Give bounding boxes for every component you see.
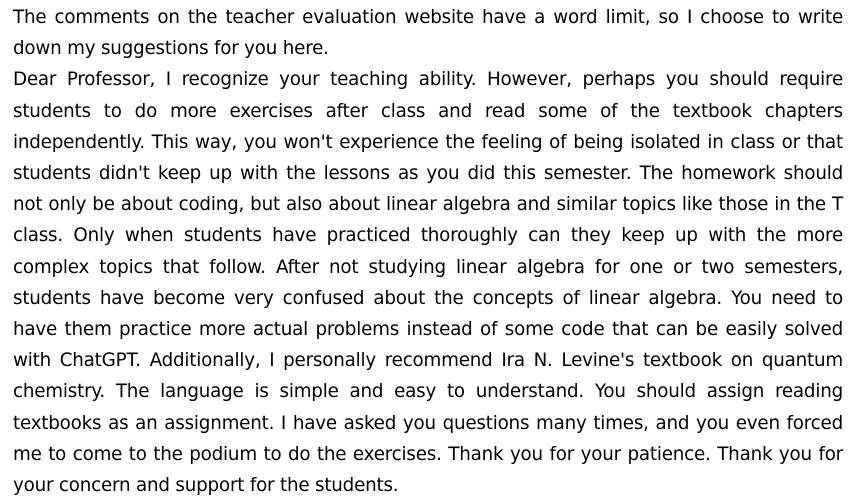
letter-paragraph: Dear Professor, I recognize your teaching ability. However, perhaps you should require students to do more exercises after class and read some of the textbook chapters independently. This way, you won't experience the feeling of being isolated in class or that students didn't keep up with the lessons as you did this semester. The homework should not only be about coding, but also about linear algebra and similar topics like those in the T class. Only when students have practiced thoroughly can they keep up with the more complex topics that follow. After not studying linear algebra for one or two semesters, students have become very confused about the concepts of linear algebra. You need to have them practice more actual problems instead of some code that can be easily solved with ChatGPT. Additionally, I personally recommend Ira N. Levine's textbook on quantum chemistry. The language is simple and easy to understand. You should assign reading textbooks as an assignment. I have asked you questions many times, and you even forced me to come to the podium to do the exercises. Thank you for your patience. Thank you for your concern and support for the students. (13, 69, 843, 497)
intro-paragraph: The comments on the teacher evaluation website have a word limit, so I choose to write down my suggestions for you here. (13, 7, 843, 60)
document-body (13, 2, 843, 501)
